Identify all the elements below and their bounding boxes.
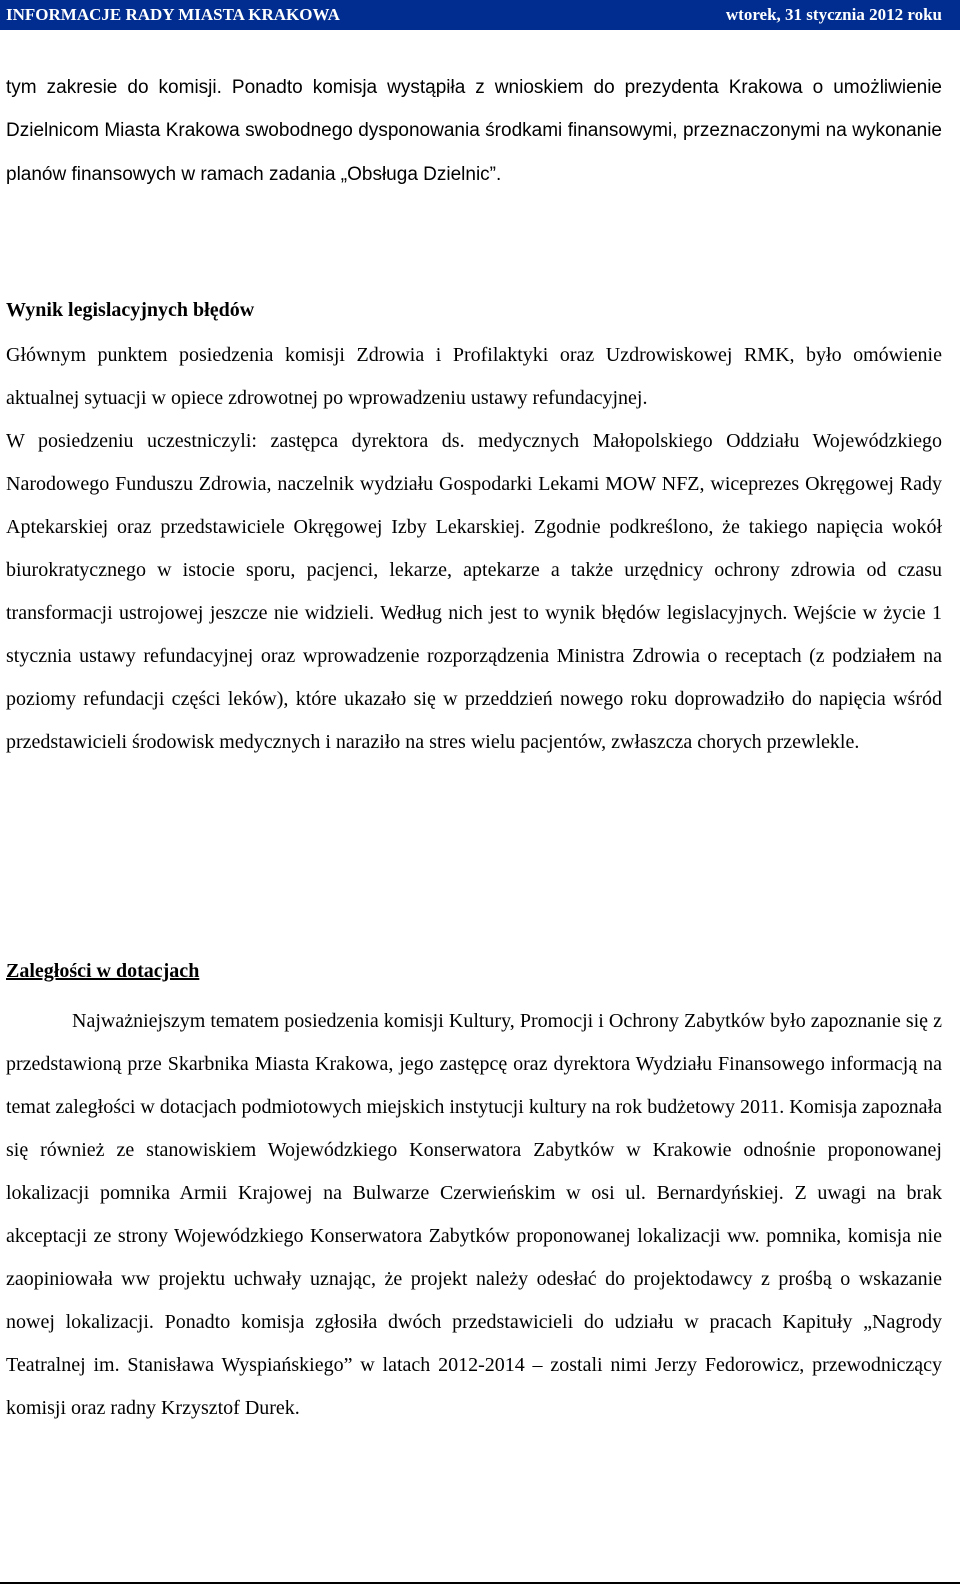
publication-date: wtorek, 31 stycznia 2012 roku [725, 5, 942, 24]
publication-title: INFORMACJE RADY MIASTA KRAKOWA [6, 5, 340, 24]
subsidies-paragraph: Najważniejszym tematem posiedzenia komisji Kultury, Promocji i Ochrony Zabytków było zapoznanie się z przedstawioną prze Skarbnika Miasta Krakowa, jego zastępcę oraz dyrektora Wydziału Finansowego informacją na temat zaległości w dotacjach podmiotowych miejskich instytucji kultury na rok budżetowy 2011. Komisja zapoznała się również ze stanowiskiem Wojewódzkiego Konserwatora Zabytków w Krakowie odnośnie proponowanej lokalizacji pomnika Armii Krajowej na Bulwarze Czerwieńskim w osi ul. Bernardyńskiej. Z uwagi na brak akceptacji ze strony Wojewódzkiego Konserwatora Zabytków proponowanej lokalizacji ww. pomnika, komisja nie zaopiniowała ww projektu uchwały uznając, że projekt należy odesłać do projektodawcy z prośbą o wskazanie nowej lokalizacji. Ponadto komisja zgłosiła dwóch przedstawicieli do udziału w pracach Kapituły „Nagrody Teatralnej im. Stanisława Wyspiańskiego” w latach 2012-2014 – zostali nimi Jerzy Fedorowicz, przewodniczący komisji oraz radny Krzysztof Durek. [6, 1010, 942, 1419]
footer-rule [0, 1582, 960, 1584]
section-heading-legislation: Wynik legislacyjnych błędów [6, 299, 255, 321]
section-subsidies [6, 1000, 942, 1430]
section-intro [6, 66, 942, 196]
legislation-paragraph-2: W posiedzeniu uczestniczyli: zastępca dyrektora ds. medycznych Małopolskiego Oddziału Wojewódzkiego Narodowego Funduszu Zdrowia, naczelnik wydziału Gospodarki Lekami MOW NFZ, wiceprezes Okręgowej Rady Aptekarskiej oraz przedstawiciele Okręgowej Izby Lekarskiej. Zgodnie podkreślono, że takiego napięcia wokół biurokratycznego w istocie sporu, pacjenci, lekarze, aptekarze a także urzędnicy ochrony zdrowia od czasu transformacji ustrojowej jeszcze nie widzieli. Według nich jest to wynik błędów legislacyjnych. Wejście w życie 1 stycznia ustawy refundacyjnej oraz wprowadzenie rozporządzenia Ministra Zdrowia o receptach (z podziałem na poziomy refundacji części leków), które ukazało się w przeddzień nowego roku doprowadziło do napięcia wśród przedstawicieli środowisk medycznych i naraziło na stres wielu pacjentów, zwłaszcza chorych przewlekle. [6, 430, 942, 753]
page-header [0, 0, 960, 30]
section-legislation [6, 334, 942, 764]
intro-paragraph: tym zakresie do komisji. Ponadto komisja wystąpiła z wnioskiem do prezydenta Krakowa o umożliwienie Dzielnicom Miasta Krakowa swobodnego dysponowania środkami finansowymi, przeznaczonymi na wykonanie planów finansowych w ramach zadania „Obsługa Dzielnic”. [6, 77, 942, 185]
section-heading-subsidies: Zaległości w dotacjach [6, 960, 200, 982]
legislation-paragraph-1: Głównym punktem posiedzenia komisji Zdrowia i Profilaktyki oraz Uzdrowiskowej RMK, było omówienie aktualnej sytuacji w opiece zdrowotnej po wprowadzeniu ustawy refundacyjnej. [6, 344, 942, 409]
